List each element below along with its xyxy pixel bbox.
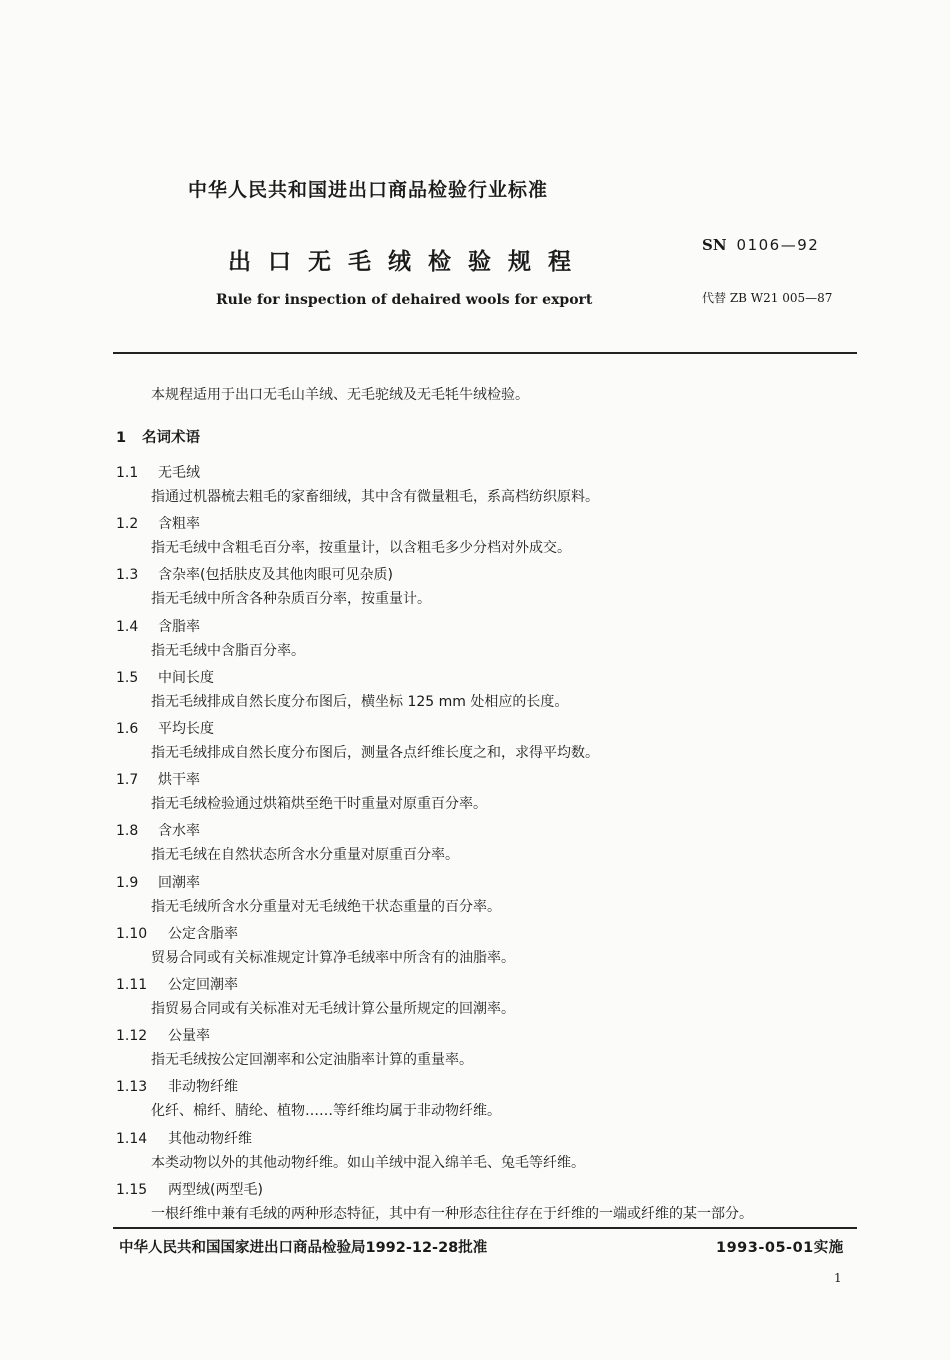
term-heading xyxy=(116,1076,238,1096)
term-name: 其他动物纤维 xyxy=(168,1130,252,1147)
standard-number: 0106—92 xyxy=(736,236,820,254)
term-number: 1.3 xyxy=(116,567,139,584)
term-definition: 指无毛绒中含粗毛百分率，按重量计，以含粗毛多少分档对外成交。 xyxy=(151,540,571,557)
term-name: 两型绒(两型毛) xyxy=(168,1181,263,1198)
section-number: 1 xyxy=(116,430,127,446)
term-name: 含粗率 xyxy=(158,516,200,533)
term-definition: 指贸易合同或有关标准对无毛绒计算公量所规定的回潮率。 xyxy=(151,1001,515,1017)
section-title: 名词术语 xyxy=(142,430,200,446)
term-heading xyxy=(116,667,214,687)
term-definition: 本类动物以外的其他动物纤维。如山羊绒中混入绵羊毛、兔毛等纤维。 xyxy=(151,1154,585,1171)
term-definition: 指通过机器梳去粗毛的家畜细绒，其中含有微量粗毛，系高档纺织原料。 xyxy=(151,489,599,505)
term-definition: 指无毛绒中含脂百分率。 xyxy=(151,642,305,659)
term-heading xyxy=(116,974,238,994)
approval-line: 中华人民共和国国家进出口商品检验局1992-12-28批准 xyxy=(119,1240,488,1256)
term-name: 公量率 xyxy=(168,1028,210,1045)
term-definition: 指无毛绒排成自然长度分布图后，横坐标 125 mm 处相应的长度。 xyxy=(151,693,569,710)
title-english: Rule for inspection of dehaired wools for export xyxy=(216,292,593,308)
scope-paragraph: 本规程适用于出口无毛山羊绒、无毛驼绒及无毛牦牛绒检验。 xyxy=(151,387,529,403)
term-heading xyxy=(116,923,238,943)
term-definition: 指无毛绒按公定回潮率和公定油脂率计算的重量率。 xyxy=(151,1052,473,1069)
term-heading xyxy=(116,564,393,584)
term-name: 中间长度 xyxy=(158,669,214,686)
term-heading xyxy=(116,513,200,533)
term-name: 平均长度 xyxy=(158,721,214,737)
footer-divider xyxy=(113,1227,857,1229)
term-heading xyxy=(116,616,200,636)
term-number: 1.15 xyxy=(116,1181,148,1198)
term-name: 公定含脂率 xyxy=(168,925,238,942)
term-definition: 指无毛绒中所含各种杂质百分率，按重量计。 xyxy=(151,591,431,608)
term-number: 1.12 xyxy=(116,1028,148,1045)
term-definition: 一根纤维中兼有毛绒的两种形态特征，其中有一种形态往往存在于纤维的一端或纤维的某一部分。 xyxy=(151,1205,753,1222)
term-definition: 贸易合同或有关标准规定计算净毛绒率中所含有的油脂率。 xyxy=(151,949,515,966)
term-name: 含杂率(包括肤皮及其他肉眼可见杂质) xyxy=(158,567,393,584)
title-chinese: 出口无毛绒检验规程 xyxy=(228,249,588,275)
effective-date: 1993-05-01实施 xyxy=(716,1240,844,1256)
term-number: 1.13 xyxy=(116,1079,148,1096)
term-heading xyxy=(116,462,200,482)
term-number: 1.7 xyxy=(116,772,139,789)
term-number: 1.10 xyxy=(116,925,148,942)
term-name: 无毛绒 xyxy=(158,465,200,481)
term-number: 1.5 xyxy=(116,669,139,686)
term-heading xyxy=(116,769,200,789)
term-number: 1.14 xyxy=(116,1130,148,1147)
term-name: 烘干率 xyxy=(158,772,200,789)
term-definition: 指无毛绒排成自然长度分布图后，测量各点纤维长度之和，求得平均数。 xyxy=(151,745,599,761)
term-name: 含水率 xyxy=(158,823,200,840)
term-name: 含脂率 xyxy=(158,618,200,635)
term-heading xyxy=(116,872,200,892)
header-divider xyxy=(113,352,857,354)
term-heading xyxy=(116,1128,252,1148)
term-name: 回潮率 xyxy=(158,874,200,891)
replaces-standard: 代替 ZB W21 005—87 xyxy=(702,291,833,305)
term-name: 公定回潮率 xyxy=(168,977,238,993)
term-definition: 指无毛绒所含水分重量对无毛绒绝干状态重量的百分率。 xyxy=(151,898,501,915)
term-number: 1.6 xyxy=(116,721,139,737)
term-definition: 化纤、棉纤、腈纶、植物……等纤维均属于非动物纤维。 xyxy=(151,1103,501,1120)
term-heading xyxy=(116,1025,210,1045)
term-number: 1.11 xyxy=(116,977,148,993)
standard-prefix: SN xyxy=(702,236,727,254)
term-heading xyxy=(116,1179,263,1199)
term-number: 1.4 xyxy=(116,618,139,635)
term-number: 1.2 xyxy=(116,516,139,533)
term-number: 1.9 xyxy=(116,874,139,891)
page-number: 1 xyxy=(834,1271,842,1285)
term-heading xyxy=(116,718,214,738)
term-number: 1.1 xyxy=(116,465,139,481)
term-name: 非动物纤维 xyxy=(168,1079,238,1096)
section-heading xyxy=(116,426,200,447)
standard-code xyxy=(702,236,819,254)
term-number: 1.8 xyxy=(116,823,139,840)
term-definition: 指无毛绒检验通过烘箱烘至绝干时重量对原重百分率。 xyxy=(151,796,487,813)
standard-category: 中华人民共和国进出口商品检验行业标准 xyxy=(188,179,549,201)
term-definition: 指无毛绒在自然状态所含水分重量对原重百分率。 xyxy=(151,847,459,864)
term-heading xyxy=(116,820,200,840)
